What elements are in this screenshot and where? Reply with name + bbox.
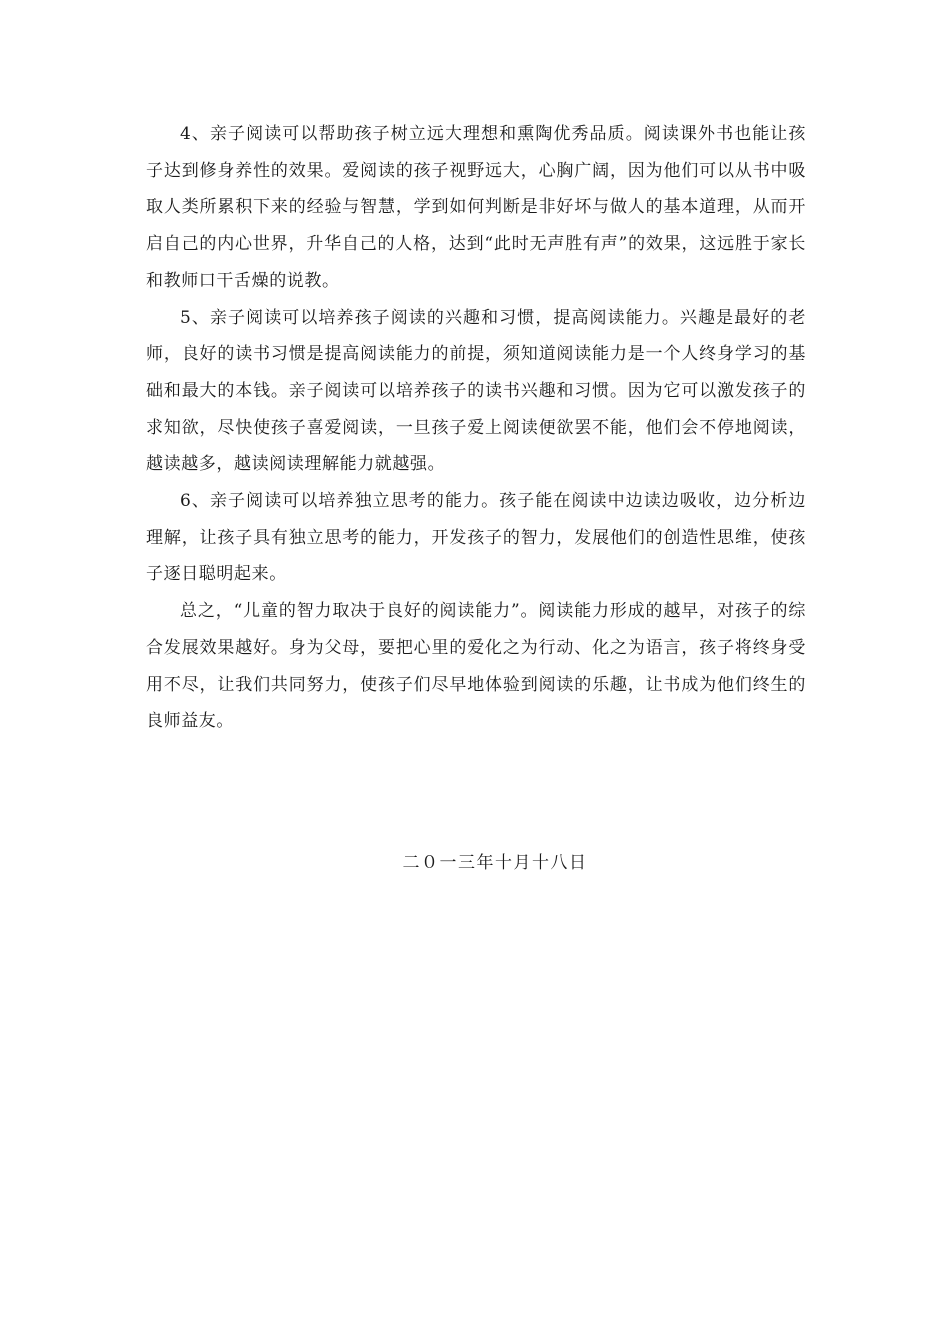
paragraph-4: 4、亲子阅读可以帮助孩子树立远大理想和熏陶优秀品质。阅读课外书也能让孩子达到修身养性的效果。爱阅读的孩子视野远大，心胸广阔，因为他们可以从书中吸取人类所累积下来的经验与智慧，学到如何判断是非好坏与做人的基本道理，从而开启自己的内心世界，升华自己的人格，达到“此时无声胜有声”的效果，这远胜于家长和教师口干舌燥的说教。: [146, 124, 806, 291]
paragraph-6: 6、亲子阅读可以培养独立思考的能力。孩子能在阅读中边读边吸收，边分析边理解，让孩子具有独立思考的能力，开发孩子的智力，发展他们的创造性思维，使孩子逐日聪明起来。: [146, 491, 806, 585]
paragraph-5: 5、亲子阅读可以培养孩子阅读的兴趣和习惯，提高阅读能力。兴趣是最好的老师，良好的读书习惯是提高阅读能力的前提，须知道阅读能力是一个人终身学习的基础和最大的本钱。亲子阅读可以培养孩子的读书兴趣和习惯。因为它可以激发孩子的求知欲，尽快使孩子喜爱阅读，一旦孩子爱上阅读便欲罢不能，他们会不停地阅读，越读越多，越读阅读理解能力就越强。: [146, 307, 806, 475]
paragraph-conclusion: 总之，“儿童的智力取决于良好的阅读能力”。阅读能力形成的越早，对孩子的综合发展效果越好。身为父母，要把心里的爱化之为行动、化之为语言，孩子将终身受用不尽，让我们共同努力，使孩子们尽早地体验到阅读的乐趣，让书成为他们终生的良师益友。: [146, 601, 806, 732]
document-body: [146, 116, 806, 740]
document-date: 二０一三年十月十八日: [402, 853, 588, 873]
